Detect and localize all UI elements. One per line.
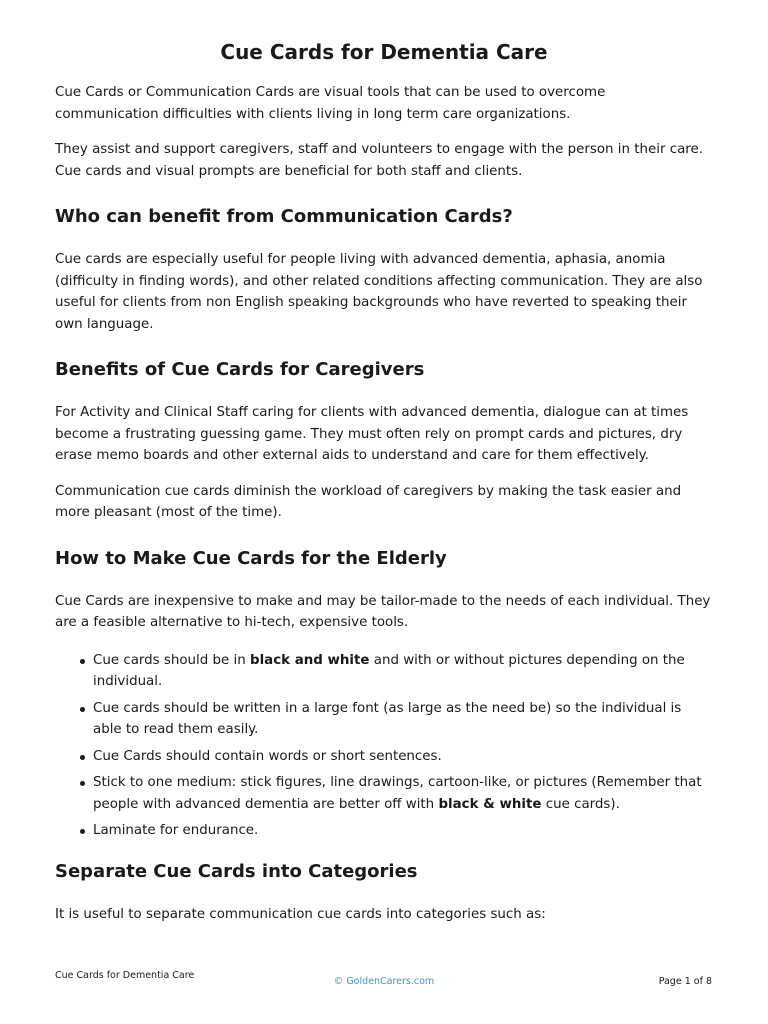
- list-item: Laminate for endurance.: [93, 820, 713, 842]
- document-page: [55, 0, 713, 925]
- section-heading-benefits: Benefits of Cue Cards for Caregivers: [55, 359, 425, 380]
- list-item: Cue Cards should contain words or short sentences.: [93, 746, 713, 768]
- cue-card-tips-list: [55, 650, 713, 842]
- intro-paragraph-2: They assist and support caregivers, staff and volunteers to engage with the person in their care. Cue cards and visual prompts are beneficial for both staff and clients.: [55, 142, 703, 179]
- footer-page-number: Page 1 of 8: [658, 976, 712, 987]
- section-4-paragraph-1: It is useful to separate communication cue cards into categories such as:: [55, 906, 546, 922]
- section-1-paragraph-1: Cue cards are especially useful for people living with advanced dementia, aphasia, anomia (difficulty in finding words), and other related conditions affecting communication. They are also useful for clients from non English speaking backgrounds who have reverted to speaking their own language.: [55, 252, 703, 332]
- section-heading-how-to-make: How to Make Cue Cards for the Elderly: [55, 547, 447, 569]
- list-item: Stick to one medium: stick figures, line drawings, cartoon-like, or pictures (Remember that people with advanced dementia are better off with black & white cue cards).: [93, 772, 713, 815]
- section-heading-who-can-benefit: Who can benefit from Communication Cards?: [55, 206, 513, 227]
- page-title: Cue Cards for Dementia Care: [220, 40, 548, 64]
- list-item: Cue cards should be written in a large font (as large as the need be) so the individual is able to read them easily.: [93, 698, 713, 741]
- list-item: Cue cards should be in black and white and with or without pictures depending on the individual.: [93, 650, 713, 693]
- section-2-paragraph-1: For Activity and Clinical Staff caring for clients with advanced dementia, dialogue can at times become a frustrating guessing game. They must often rely on prompt cards and pictures, dry erase memo boards and other external aids to understand and care for them effectively.: [55, 405, 689, 463]
- section-3-paragraph-1: Cue Cards are inexpensive to make and may be tailor-made to the needs of each individual. They are a feasible alternative to hi-tech, expensive tools.: [55, 593, 711, 630]
- intro-paragraph-1: Cue Cards or Communication Cards are visual tools that can be used to overcome communication difficulties with clients living in long term care organizations.: [55, 85, 606, 122]
- section-2-paragraph-2: Communication cue cards diminish the workload of caregivers by making the task easier and more pleasant (most of the time).: [55, 483, 682, 520]
- footer-site-link[interactable]: © GoldenCarers.com: [333, 976, 435, 987]
- footer-document-title: Cue Cards for Dementia Care: [55, 970, 195, 981]
- section-heading-categories: Separate Cue Cards into Categories: [55, 860, 418, 882]
